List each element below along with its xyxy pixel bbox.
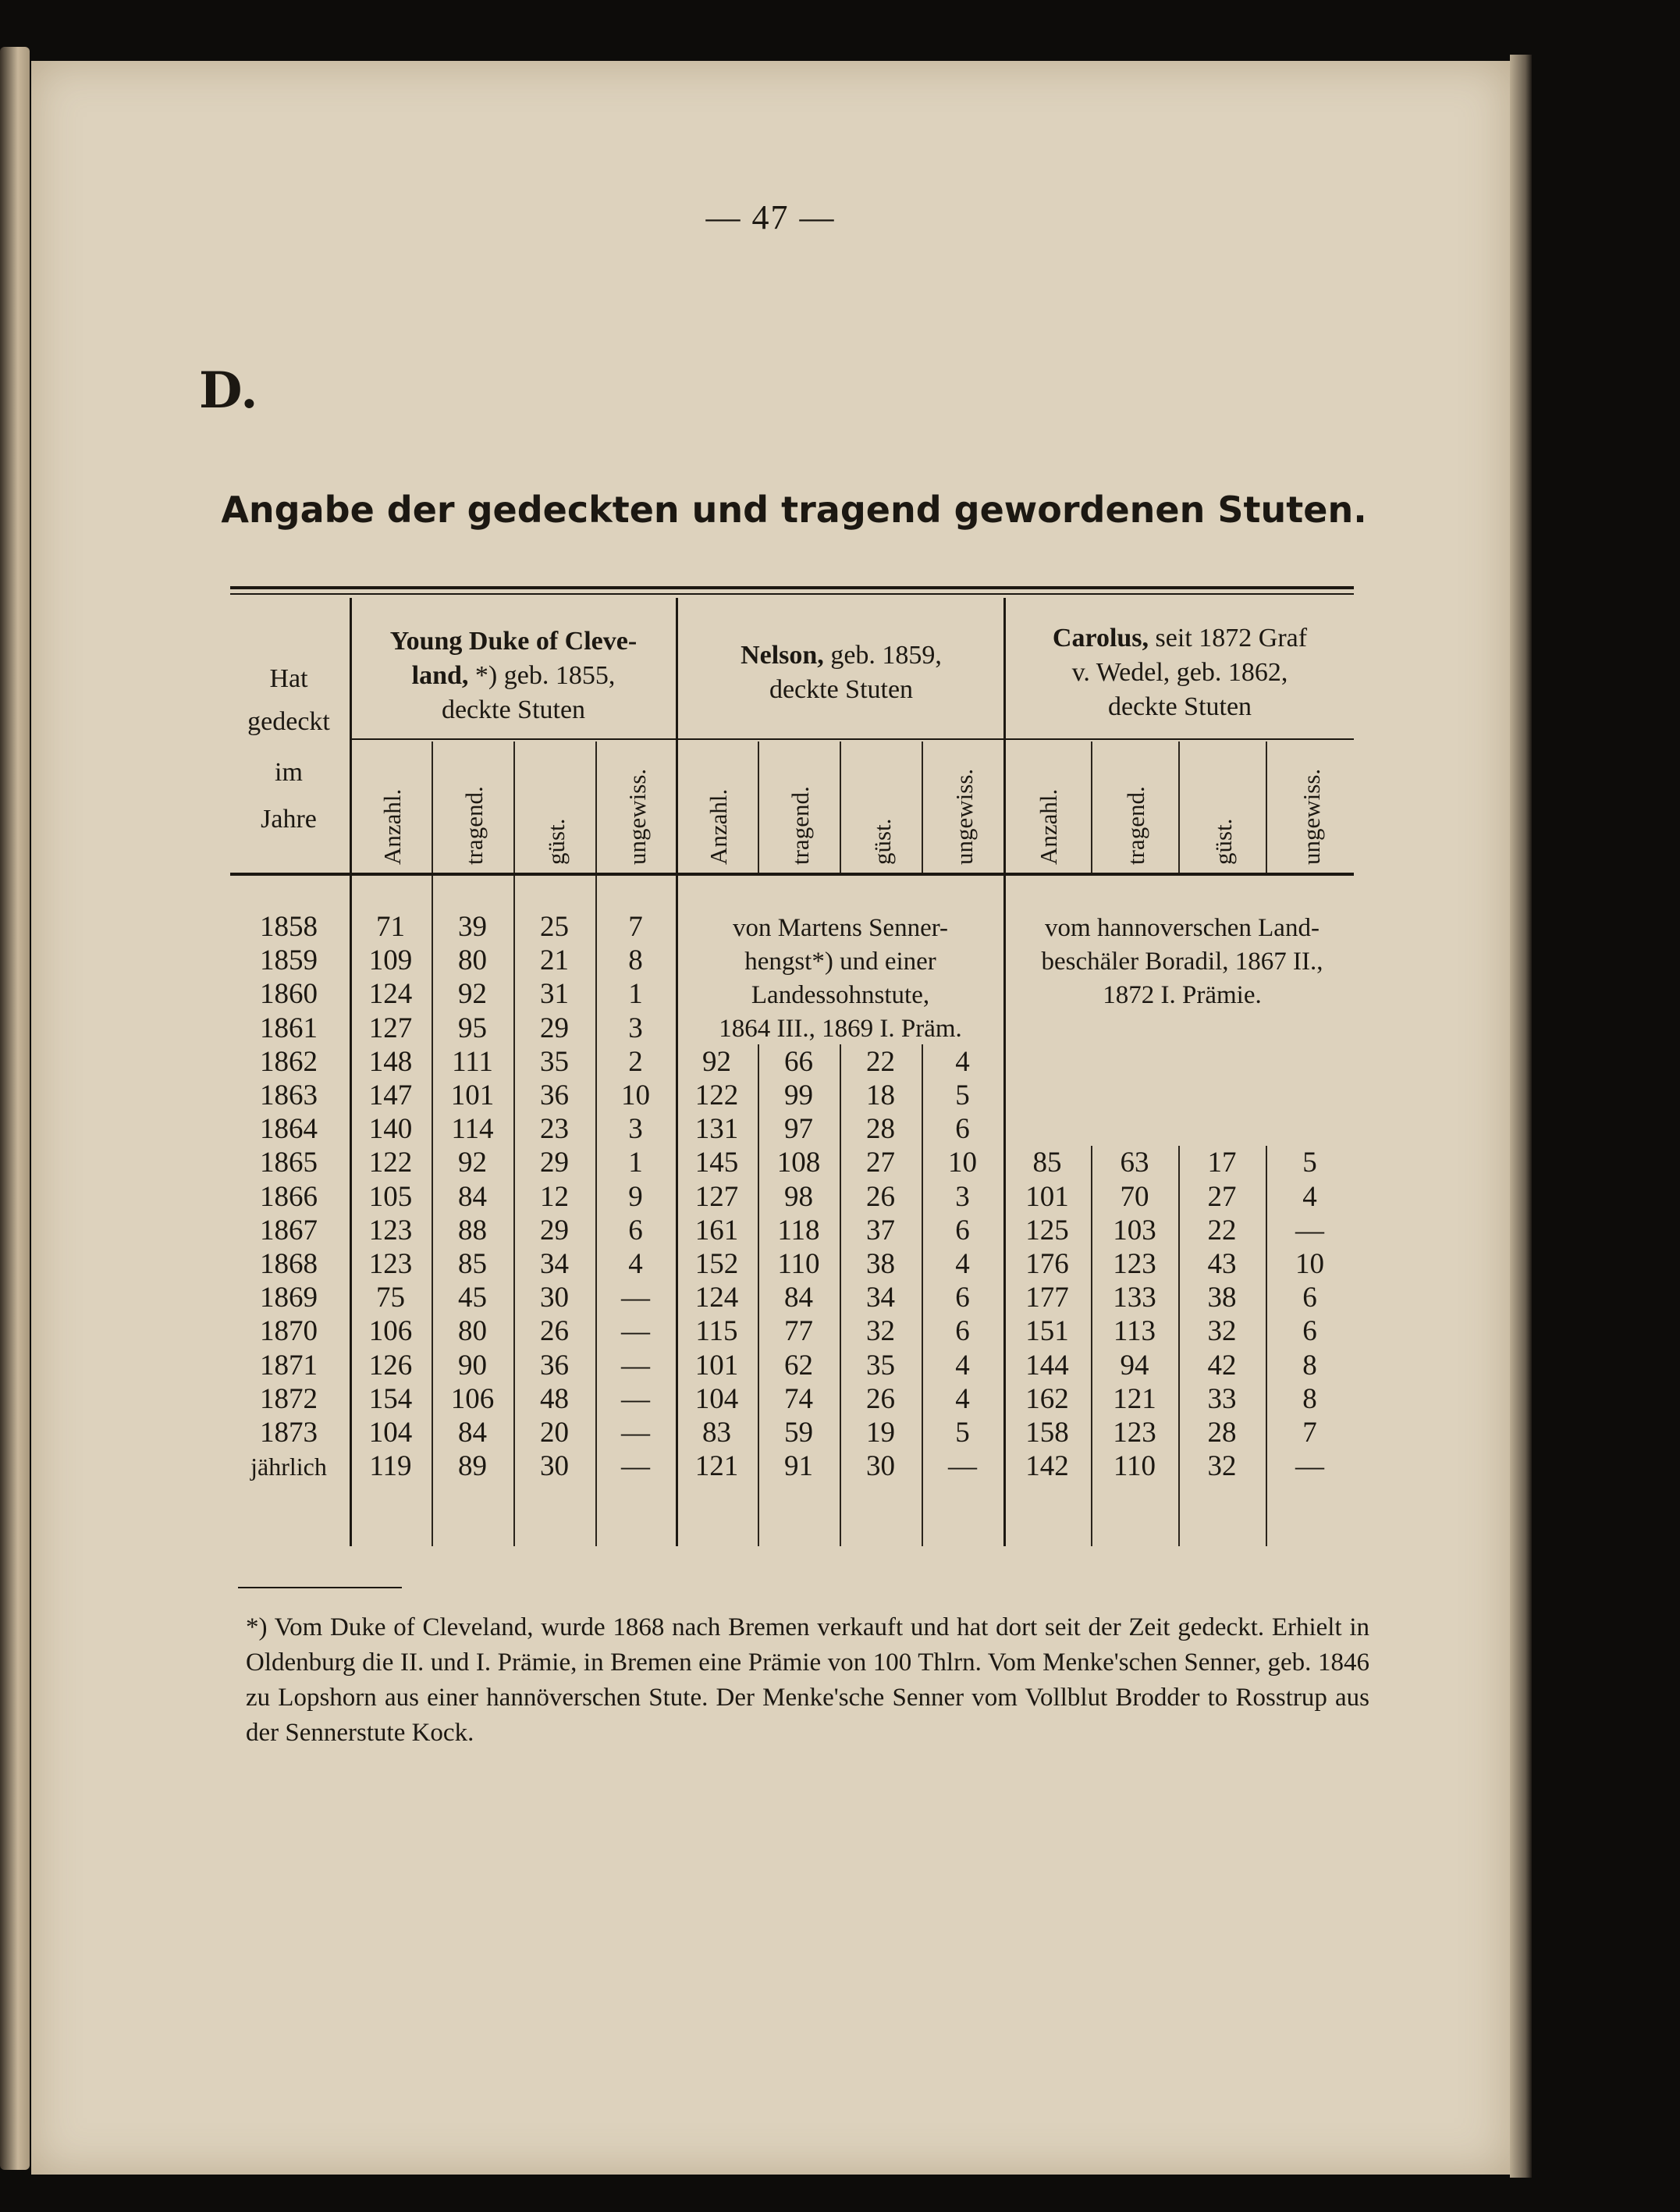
sub-divider [1266,741,1267,873]
table-cell: 30 [866,1450,895,1483]
sub-divider [513,741,515,873]
table-cell: 8 [628,944,643,977]
subcolumn-header: Anzahl. [378,788,406,865]
table-cell: 84 [784,1282,813,1314]
table-cell: 110 [777,1248,820,1280]
stallion-caption: deckte Stuten [769,675,914,704]
subcolumn-header: tragend. [786,786,814,865]
stallion-info: *) geb. 1855, [474,661,616,690]
table-cell: 133 [1113,1282,1156,1314]
table-cell: — [1295,1214,1324,1246]
year-cell: 1869 [260,1282,318,1314]
table-cell: — [621,1450,650,1483]
table-cell: 123 [1113,1417,1156,1449]
table-cell: 111 [452,1045,493,1078]
table-cell: 106 [368,1315,413,1348]
subcolumn-header: tragend. [1122,786,1149,865]
subcolumn-header: ungewiss. [1297,768,1325,865]
group-rule-2 [677,738,1005,740]
table-cell: 36 [540,1079,569,1111]
year-cell: jährlich [250,1453,327,1481]
table-cell: 5 [1302,1147,1317,1179]
subcolumn-header: Anzahl. [704,788,732,865]
stallion-caption: deckte Stuten [441,695,586,724]
table-cell: 123 [1113,1248,1156,1280]
table-cell: 144 [1025,1349,1069,1382]
page-sheet [31,61,1510,2175]
table-cell: 70 [1120,1180,1149,1213]
table-cell: 127 [368,1012,413,1044]
nelson-note [679,912,1002,1046]
table-cell: 158 [1025,1417,1069,1449]
table-cell: 121 [1113,1382,1156,1415]
table-cell: 66 [784,1045,813,1078]
table-cell: 1 [628,978,643,1011]
table-cell: 28 [1207,1417,1237,1449]
row-header-label: Jahre [261,805,317,834]
sub-divider [922,741,923,873]
table-cell: — [948,1450,977,1483]
table-cell: 42 [1207,1349,1237,1382]
table-cell: 104 [694,1382,739,1415]
table-cell: 80 [458,944,487,977]
table-cell: 62 [784,1349,813,1382]
table-cell: — [621,1382,650,1415]
table-cell: 122 [694,1079,739,1111]
table-cell: 39 [458,911,487,943]
year-cell: 1867 [260,1214,318,1246]
table-cell: 29 [540,1214,569,1246]
table-cell: 126 [368,1349,413,1382]
table-cell: 140 [368,1113,413,1146]
page-edge [1510,55,1532,2178]
sub-divider [432,741,433,873]
table-cell: 10 [621,1079,650,1111]
table-cell: 131 [694,1113,739,1146]
table-cell: 4 [955,1045,970,1078]
table-cell: 145 [694,1147,739,1179]
subcolumn-header: güst. [542,818,570,865]
table-cell: 75 [376,1282,405,1314]
table-cell: 4 [1302,1180,1317,1213]
table-cell: 114 [451,1113,494,1146]
footnote: *) Vom Duke of Cleveland, wurde 1868 nach Bremen verkauft und hat dort seit der Zeit gedeckt. Erhielt in Oldenburg die II. und I. Prämie, in Bremen eine Prämie von 100 Thlrn. Vom Menke'schen Senner, geb. 1846 zu Lopshorn aus einer hannöverschen Stute. Der Menke'sche Senner vom Vollblut Brodder to Rosstrup aus der Sennerstute Kock. [246,1613,1369,1747]
table-cell: 6 [955,1282,970,1314]
table-cell: 83 [702,1417,731,1449]
table-cell: 26 [540,1315,569,1348]
note-line: von Martens Senner- [732,914,949,942]
subcolumn-header: güst. [868,818,896,865]
table-cell: 6 [955,1113,970,1146]
table-cell: 88 [458,1214,487,1246]
table-cell: 12 [540,1180,569,1213]
table-cell: 95 [458,1012,487,1044]
table-cell: 59 [784,1417,813,1449]
footnote-rule [238,1587,402,1588]
table-cell: 110 [1113,1450,1156,1483]
year-cell: 1862 [260,1045,318,1078]
stallion-info-line: v. Wedel, geb. 1862, [1071,658,1288,687]
table-cell: 32 [1207,1450,1237,1483]
table-cell: 97 [784,1113,813,1146]
table-cell: 176 [1025,1248,1069,1280]
table-cell: 43 [1207,1248,1237,1280]
header-bottom-rule [230,873,1354,876]
year-cell: 1873 [260,1417,318,1449]
note-line: vom hannoverschen Land- [1045,914,1319,942]
year-cell: 1863 [260,1079,318,1111]
table-cell: 125 [1025,1214,1069,1246]
table-cell: 92 [458,1147,487,1179]
table-cell: 104 [368,1417,413,1449]
table-cell: 3 [628,1012,643,1044]
table-cell: 27 [866,1147,895,1179]
table-cell: 30 [540,1282,569,1314]
subcolumn-header: ungewiss. [623,768,651,865]
table-cell: 10 [1295,1248,1324,1280]
year-cell: 1859 [260,944,318,977]
row-header-label: im [275,758,303,787]
row-header-label: gedeckt [247,707,330,736]
table-cell: 18 [866,1079,895,1111]
table-cell: 4 [955,1382,970,1415]
table-cell: 80 [458,1315,487,1348]
table-title: Angabe der gedeckten und tragend gewordenen Stuten. [221,489,1367,531]
table-cell: 38 [866,1248,895,1280]
table-cell: 5 [955,1417,970,1449]
table-cell: 101 [1025,1180,1069,1213]
table-cell: 92 [702,1045,731,1078]
table-cell: 109 [368,944,413,977]
table-cell: 45 [458,1282,487,1314]
previous-page-edge [0,47,30,2170]
table-cell: 36 [540,1349,569,1382]
year-cell: 1860 [260,978,318,1011]
table-cell: 101 [694,1349,739,1382]
subcolumn-header: Anzahl. [1035,788,1062,865]
stallion-header-young-duke [353,624,674,727]
table-cell: 74 [784,1382,813,1415]
table-cell: 28 [866,1113,895,1146]
table-cell: 92 [458,978,487,1011]
table-cell: — [621,1315,650,1348]
table-cell: 154 [368,1382,413,1415]
table-cell: 122 [368,1147,413,1179]
table-cell: 105 [368,1180,413,1213]
year-cell: 1870 [260,1315,318,1348]
year-cell: 1865 [260,1147,318,1179]
table-cell: 103 [1113,1214,1156,1246]
subcolumn-header: tragend. [460,786,488,865]
year-cell: 1866 [260,1180,318,1213]
sub-divider [1178,741,1180,873]
table-top-rule [230,586,1354,589]
carolus-note [1007,912,1358,1012]
table-cell: 63 [1120,1147,1149,1179]
table-cell: 5 [955,1079,970,1111]
table-cell: 8 [1302,1382,1317,1415]
table-cell: — [1295,1450,1324,1483]
year-cell: 1871 [260,1349,318,1382]
table-cell: 9 [628,1180,643,1213]
sub-divider [758,741,759,873]
table-cell: 4 [628,1248,643,1280]
sub-divider [1091,741,1092,873]
table-cell: 124 [694,1282,739,1314]
table-cell: 147 [368,1079,413,1111]
table-cell: 89 [458,1450,487,1483]
table-cell: 124 [368,978,413,1011]
table-cell: 3 [628,1113,643,1146]
table-cell: 121 [694,1450,739,1483]
stallion-info: seit 1872 Graf [1155,624,1308,653]
table-cell: 30 [540,1450,569,1483]
group-rule-3 [1005,738,1354,740]
table-cell: 2 [628,1045,643,1078]
table-cell: 142 [1025,1450,1069,1483]
table-cell: 25 [540,911,569,943]
stallion-header-carolus [1008,621,1351,724]
table-cell: 71 [376,911,405,943]
note-line: 1864 III., 1869 I. Präm. [719,1015,962,1043]
table-cell: 20 [540,1417,569,1449]
table-cell: — [621,1349,650,1382]
table-cell: 85 [458,1248,487,1280]
stallion-header-nelson [680,638,1002,707]
year-cell: 1872 [260,1382,318,1415]
table-cell: 3 [955,1180,970,1213]
table-cell: 84 [458,1417,487,1449]
table-cell: 6 [1302,1315,1317,1348]
table-cell: 4 [955,1349,970,1382]
table-cell: 22 [866,1045,895,1078]
subcolumn-header: güst. [1209,818,1237,865]
group-rule-1 [350,738,677,740]
stallion-caption: deckte Stuten [1107,692,1252,721]
table-cell: 119 [369,1450,412,1483]
year-cell: 1868 [260,1248,318,1280]
table-top-rule-thin [230,593,1354,595]
stallion-name: Young Duke of Cleve- [389,627,638,656]
table-cell: 33 [1207,1382,1237,1415]
table-cell: 115 [695,1315,738,1348]
table-cell: 32 [1207,1315,1237,1348]
year-cell: 1864 [260,1113,318,1146]
table-cell: 1 [628,1147,643,1179]
stallion-name: Carolus, [1052,624,1149,653]
table-cell: 27 [1207,1180,1237,1213]
table-cell: 6 [1302,1282,1317,1314]
table-cell: 48 [540,1382,569,1415]
table-cell: 148 [368,1045,413,1078]
table-cell: 29 [540,1147,569,1179]
table-cell: 151 [1025,1315,1069,1348]
table-cell: 177 [1025,1282,1069,1314]
year-cell: 1858 [260,911,318,943]
table-cell: 127 [694,1180,739,1213]
table-cell: 98 [784,1180,813,1213]
stallion-name-cont: land, [411,661,469,690]
table-cell: 6 [955,1214,970,1246]
table-cell: 8 [1302,1349,1317,1382]
note-line: beschäler Boradil, 1867 II., [1041,948,1323,976]
table-cell: 91 [784,1450,813,1483]
stallion-name: Nelson, [741,641,824,670]
table-cell: 17 [1207,1147,1237,1179]
section-letter: D. [199,361,258,420]
table-cell: 118 [777,1214,820,1246]
table-cell: 10 [948,1147,977,1179]
row-header-label: Hat [269,664,308,693]
table-cell: 94 [1120,1349,1149,1382]
table-cell: 106 [450,1382,495,1415]
table-cell: 6 [955,1315,970,1348]
table-cell: 84 [458,1180,487,1213]
table-cell: 6 [628,1214,643,1246]
table-cell: 37 [866,1214,895,1246]
table-cell: 32 [866,1315,895,1348]
table-cell: 113 [1113,1315,1156,1348]
subcolumn-header: ungewiss. [950,768,978,865]
table-cell: 21 [540,944,569,977]
sub-divider [840,741,841,873]
table-cell: 162 [1025,1382,1069,1415]
table-cell: 7 [628,911,643,943]
table-cell: 34 [866,1282,895,1314]
table-cell: 26 [866,1180,895,1213]
table-cell: 35 [866,1349,895,1382]
stallion-info: geb. 1859, [830,641,942,670]
table-cell: — [621,1417,650,1449]
table-cell: 4 [955,1248,970,1280]
table-cell: 7 [1302,1417,1317,1449]
table-cell: 123 [368,1214,413,1246]
table-cell: 108 [776,1147,821,1179]
sub-divider [595,741,597,873]
table-cell: 161 [694,1214,739,1246]
table-cell: 152 [694,1248,739,1280]
table-cell: 101 [450,1079,495,1111]
page-number: — 47 — [705,198,836,236]
note-line: hengst*) und einer [744,948,936,976]
table-cell: 29 [540,1012,569,1044]
note-line: Landessohnstute, [751,981,930,1009]
table-cell: 26 [866,1382,895,1415]
table-cell: 22 [1207,1214,1237,1246]
table-cell: 85 [1032,1147,1062,1179]
table-cell: 99 [784,1079,813,1111]
table-cell: — [621,1282,650,1314]
table-cell: 34 [540,1248,569,1280]
table-cell: 77 [784,1315,813,1348]
table-cell: 35 [540,1045,569,1078]
year-cell: 1861 [260,1012,318,1044]
table-cell: 31 [540,978,569,1011]
table-cell: 23 [540,1113,569,1146]
table-cell: 123 [368,1248,413,1280]
note-line: 1872 I. Prämie. [1103,981,1262,1009]
table-cell: 19 [866,1417,895,1449]
table-cell: 90 [458,1349,487,1382]
table-cell: 38 [1207,1282,1237,1314]
